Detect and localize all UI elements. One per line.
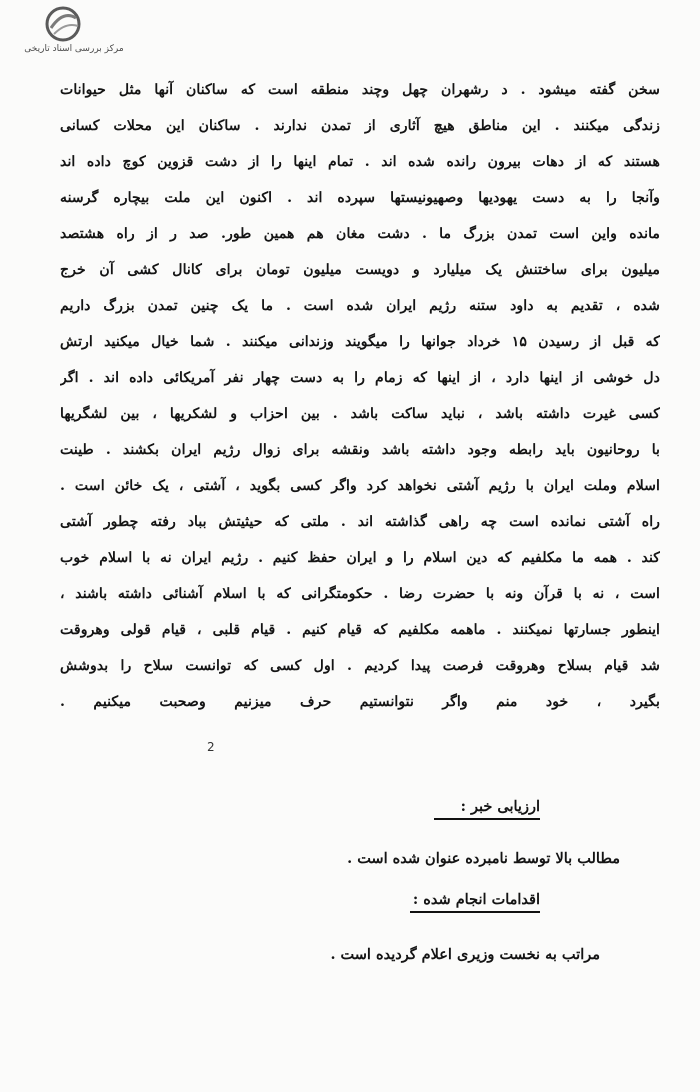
body-line: راه آشتی نمانده است چه راهی گذاشته اند . ملتی که حیثیتش بباد رفته چطور آشتی <box>60 514 660 530</box>
body-line: است ، نه با قرآن ونه با حضرت رضا . حکومتگرانی که با اسلام آشنائی داشته باشند ، <box>60 586 660 602</box>
archive-logo <box>14 6 134 62</box>
assessment-heading: ارزیابی خبر : <box>460 798 540 815</box>
body-line: اینطور جسارتها نمیکنند . ماهمه مکلفیم که قیام کنیم . قیام قلبی ، قیام قولی وهروقت <box>60 622 660 638</box>
body-line: مانده واین است تمدن بزرگ ما . دشت مغان هم همین طور. صد ر از راه هشتصد <box>60 226 660 242</box>
body-line: هستند که از دهات بیرون رانده شده اند . تمام اینها را از دشت قزوین کوچ داده اند <box>60 154 660 170</box>
page-number: 2 <box>207 740 215 754</box>
actions-text: مراتب به نخست وزیری اعلام گردیده است . <box>330 946 600 963</box>
body-line: دل خوشی از اینها دارد ، از اینها که زمام را به دست چهار نفر آمریکائی داده اند . اگر <box>60 370 660 386</box>
logo-caption: مرکز بررسی اسناد تاریخی <box>24 44 124 54</box>
body-line: شده ، تقدیم به داود ستنه رژیم ایران شده است . ما یک چنین تمدن بزرگ داریم <box>60 298 660 314</box>
assessment-heading-underline <box>434 818 540 820</box>
body-line: شد قیام بسلاح وهروقت فرصت پیدا کردیم . اول کسی که توانست سلاح را بدوشش <box>60 658 660 674</box>
body-line: با روحانیون باید رابطه وجود داشته باشد ونقشه برای زوال رژیم ایران بکشند . طینت <box>60 442 660 458</box>
body-line: کسی غیرت داشته باشد ، نباید ساکت باشد . بین احزاب و لشکریها ، بین لشگریها <box>60 406 660 422</box>
body-line: میلیون برای ساختنش یک میلیارد و دویست میلیون تومان برای کانال کشی آن خرج <box>60 262 660 278</box>
body-line: که قبل از رسیدن ۱۵ خرداد جوانها را میگویند وزندانی میکنند . شما خیال میکنید ارتش <box>60 334 660 350</box>
body-line: وآنجا را به دست یهودیها وصهیونیستها سپرده اند . اکنون این ملت بیچاره گرسنه <box>60 190 660 206</box>
archive-logo-icon <box>42 6 84 42</box>
actions-heading-underline <box>410 911 540 913</box>
report-body <box>60 72 660 720</box>
body-line: اسلام وملت ایران با رژیم آشتی نخواهد کرد واگر کسی بگوید ، آشتی ، یک خائن است . <box>60 478 660 494</box>
body-line: کند . همه ما مکلفیم که دین اسلام را و ایران حفظ کنیم . رژیم ایران نه با اسلام خوب <box>60 550 660 566</box>
assessment-text: مطالب بالا توسط نامبرده عنوان شده است . <box>347 850 620 867</box>
body-line: زندگی میکنند . این مناطق هیچ آثاری از تمدن ندارند . ساکنان این محلات کسانی <box>60 118 660 134</box>
body-line: سخن گفته میشود . د رشهران چهل وچند منطقه است که ساکنان آنها مثل حیوانات <box>60 82 660 98</box>
actions-heading: اقدامات انجام شده : <box>412 891 540 908</box>
body-line: بگیرد ، خود منم واگر نتوانستیم حرف میزنیم وصحبت میکنیم . <box>60 694 660 710</box>
